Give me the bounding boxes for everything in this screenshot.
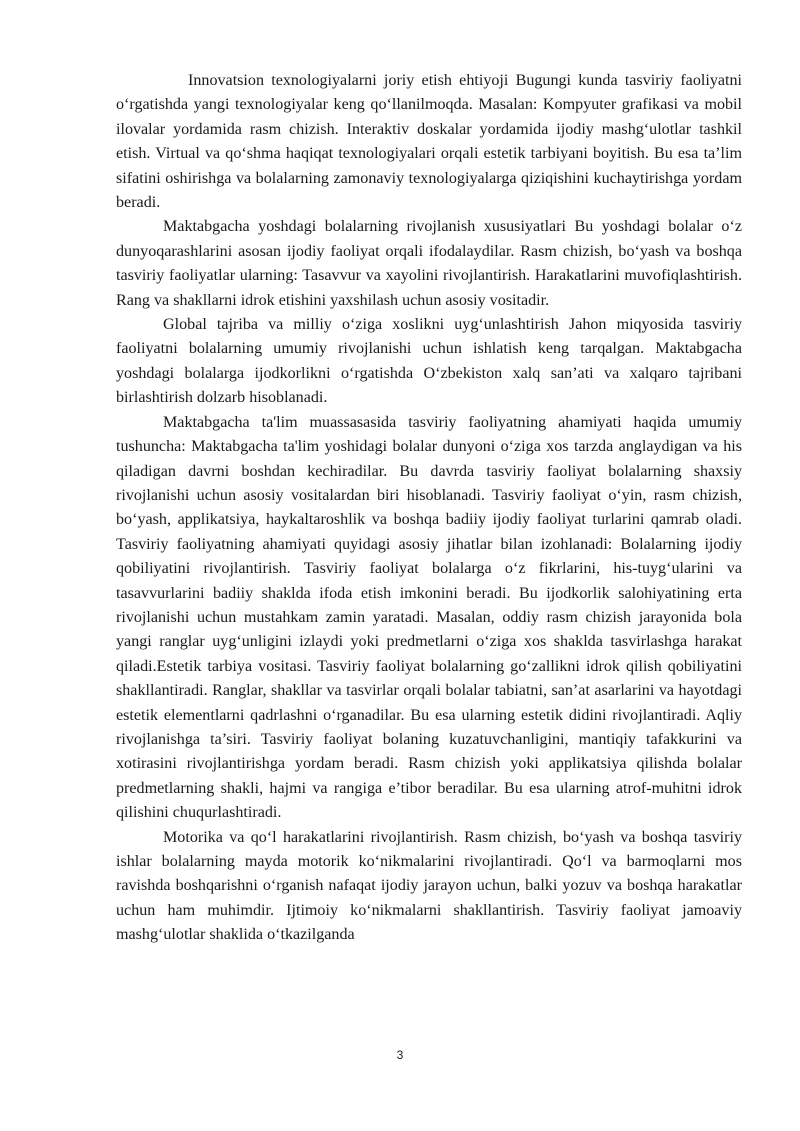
page-number: 3	[396, 1048, 404, 1062]
paragraph-development: Maktabgacha yoshdagi bolalarning rivojlanish xususiyatlari Bu yoshdagi bolalar o‘z dunyoqarashlarini asosan ijodiy faoliyat orqali ifodalaydilar. Rasm chizish, bo‘yash va boshqa tasviriy faoliyatlar ularning: Tasavvur va xayolini rivojlantirish. Harakatlarini muvofiqlashtirish. Rang va shakllarni idrok etishini yaxshilash uchun asosiy vositadir.	[116, 218, 742, 309]
paragraph-motorics: Motorika va qo‘l harakatlarini rivojlantirish. Rasm chizish, bo‘yash va boshqa tasviriy ishlar bolalarning mayda motorik ko‘nikmalarini rivojlantiradi. Qo‘l va barmoqlarni mos ravishda boshqarishni o‘rganish nafaqat ijodiy jarayon uchun, balki yozuv va boshqa harakatlar uchun ham muhimdir. Ijtimoiy ko‘nikmalarni shakllantirish. Tasviriy faoliyat jamoaviy mashg‘ulotlar shaklida o‘tkazilganda	[116, 828, 742, 944]
paragraph-global-experience: Global tajriba va milliy o‘ziga xoslikni uyg‘unlashtirish Jahon miqyosida tasviriy faoliyatni bolalarning umumiy rivojlanishi uchun ishlatish keng tarqalgan. Maktabgacha yoshdagi bolalarga ijodkorlikni o‘rgatishda O‘zbekiston xalq san’ati va xalqaro tajribani birlashtirish dolzarb hisoblanadi.	[116, 316, 742, 407]
body-text	[116, 69, 742, 948]
paragraph-importance: Maktabgacha ta'lim muassasasida tasviriy faoliyatning ahamiyati haqida umumiy tushuncha: Maktabgacha ta'lim yoshidagi bolalar dunyoni o‘ziga xos tarzda anglaydigan va his qiladigan davrni boshdan kechiradilar. Bu davrda tasviriy faoliyat bolalarning shaxsiy rivojlanishi uchun asosiy vositalardan biri hisoblanadi. Tasviriy faoliyat o‘yin, rasm chizish, bo‘yash, applikatsiya, haykaltaroshlik va boshqa badiiy ijodiy faoliyat turlarini qamrab oladi. Tasviriy faoliyatning ahamiyati quyidagi asosiy jihatlar bilan izohlanadi: Bolalarning ijodiy qobiliyatini rivojlantirish. Tasviriy faoliyat bolalarga o‘z fikrlarini, his-tuyg‘ularini va tasavvurlarini badiiy shaklda ifoda etish imkonini beradi. Bu ijodkorlik salohiyatining erta rivojlanishi uchun mustahkam zamin yaratadi. Masalan, oddiy rasm chizish jarayonida bola yangi ranglar uyg‘unligini izlaydi yoki predmetlarni o‘ziga xos shaklda tasvirlashga harakat qiladi.Estetik tarbiya vositasi. Tasviriy faoliyat bolalarning go‘zallikni idrok qilish qobiliyatini shakllantiradi. Ranglar, shakllar va tasvirlar orqali bolalar tabiatni, san’at asarlarini va hayotdagi estetik elementlarni qadrlashni o‘rganadilar. Bu esa ularning estetik didini rivojlantiradi. Aqliy rivojlanishga ta’siri. Tasviriy faoliyat bolaning kuzatuvchanligini, mantiqiy tafakkurini va xotirasini rivojlantirishga yordam beradi. Rasm chizish yoki applikatsiya qilishda bolalar predmetlarning shakli, hajmi va rangiga e’tibor beradilar. Bu esa ularning atrof-muhitni idrok qilishini chuqurlashtiradi.	[116, 413, 742, 822]
paragraph-innovation: Innovatsion texnologiyalarni joriy etish ehtiyoji Bugungi kunda tasviriy faoliyatni o‘rgatishda yangi texnologiyalar keng qo‘llanilmoqda. Masalan: Kompyuter grafikasi va mobil ilovalar yordamida rasm chizish. Interaktiv doskalar yordamida ijodiy mashg‘ulotlar tashkil etish. Virtual va qo‘shma haqiqat texnologiyalari orqali estetik tarbiyani boyitish. Bu esa ta’lim sifatini oshirishga va bolalarning zamonaviy texnologiyalarga qiziqishini kuchaytirishga yordam beradi.	[116, 72, 742, 212]
